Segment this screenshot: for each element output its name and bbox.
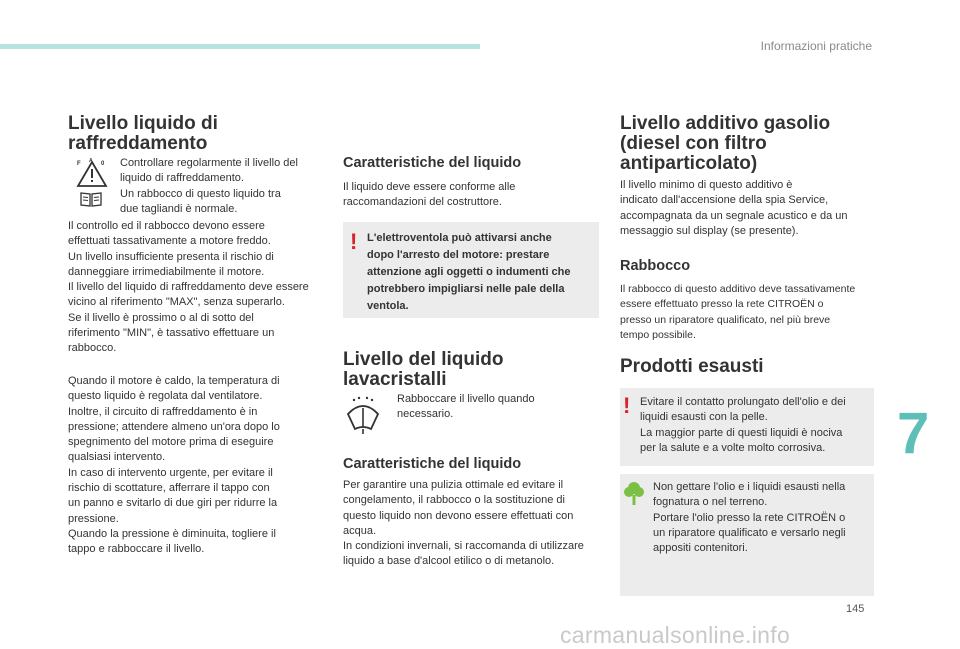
eco-info-text: Non gettare l'olio e i liquidi esausti nella fognatura o nel terreno. Portare l'olio presso la rete CITROËN o un riparatore qualificato e versarlo negli appositi contenitori. xyxy=(653,481,846,555)
liquid-specs-heading: Caratteristiche del liquido xyxy=(343,155,522,171)
coolant-title: Livello liquido di raffreddamento xyxy=(68,113,218,154)
watermark: carmanualsonline.info xyxy=(560,622,791,648)
fan-warning-box xyxy=(343,222,599,318)
header-accent-bar xyxy=(0,44,480,49)
waste-warning-text: Evitare il contatto prolungato dell'olio e dei liquidi esausti con la pelle. La maggior parte di questi liquidi è nociva per la salute e a volte molto corrosiva. xyxy=(640,396,846,454)
washer-specs-heading: Caratteristiche del liquido xyxy=(343,456,522,472)
refill-heading: Rabbocco xyxy=(620,258,691,274)
chapter-number: 7 xyxy=(897,401,930,466)
coolant-para2: Quando il motore è caldo, la temperatura di questo liquido è regolata dal ventilatore. Inoltre, il circuito di raffreddamento è in pressione; attendere almeno un'ora dopo lo spegnimento del motore prima di eseguire qualsiasi intervento. In caso di intervento urgente, per evitare il rischio di scottature, afferrare il tappo con un panno e svitarlo di due giri per ridurre la pressione. Quando la pressione è diminuita, togliere il tappo e rabboccare il livello. xyxy=(68,375,280,556)
fan-warning-text: L'elettroventola può attivarsi anche dopo l'arresto del motore: prestare attenzione agli oggetti o indumenti che potrebbero impigliarsi nelle pale della ventola. xyxy=(367,232,571,312)
coolant-para1: Il controllo ed il rabbocco devono essere effettuati tassativamente a motore freddo. Un livello insufficiente presenta il rischio di danneggiare irrimediabilmente il motore. Il livello del liquido di raffreddamento deve essere vicino al riferimento "MAX", senza superarlo. Se il livello è prossimo o al di sotto del riferimento "MIN", è tassativo effettuare un rabbocco. xyxy=(68,220,309,355)
waste-warning-box xyxy=(620,388,874,466)
waste-title: Prodotti esausti xyxy=(620,356,764,377)
washer-fluid-icon xyxy=(345,396,381,436)
svg-text:F: F xyxy=(77,161,81,167)
coolant-warning-icon xyxy=(75,158,109,190)
manual-book-icon xyxy=(80,191,102,207)
additive-title: Livello additivo gasolio (diesel con filtro antiparticolato) xyxy=(620,113,831,174)
eco-info-box xyxy=(620,474,874,596)
washer-title: Livello del liquido lavacristalli xyxy=(343,349,504,390)
warning-exclamation-icon: ! xyxy=(350,229,358,254)
svg-text:0: 0 xyxy=(101,161,105,167)
washer-intro: Rabboccare il livello quando necessario. xyxy=(397,393,535,421)
refill-text: Il rabbocco di questo additivo deve tassativamente essere effettuato presso la rete CITROËN o presso un riparatore qualificato, nel più breve tempo possibile. xyxy=(620,283,856,341)
page-number: 145 xyxy=(846,603,865,615)
svg-text:A: A xyxy=(89,158,93,164)
washer-specs-text: Per garantire una pulizia ottimale ed evitare il congelamento, il rabbocco o la sostituzione di questo liquido non devono essere effettuati con acqua. In condizioni invernali, si raccomanda di utilizzare liquido a base d'alcool etilico o di metanolo. xyxy=(343,479,584,568)
liquid-specs-text: Il liquido deve essere conforme alle raccomandazioni del costruttore. xyxy=(343,181,516,209)
warning-exclamation-icon: ! xyxy=(623,393,631,418)
coolant-intro: Controllare regolarmente il livello del liquido di raffreddamento. Un rabbocco di questo liquido tra due tagliandi è normale. xyxy=(120,157,298,215)
section-title: Informazioni pratiche xyxy=(760,39,872,53)
additive-text: Il livello minimo di questo additivo è indicato dall'accensione della spia Service, accompagnata da un segnale acustico e da un messaggio sul display (se presente). xyxy=(620,179,848,237)
eco-tree-icon xyxy=(623,480,645,506)
